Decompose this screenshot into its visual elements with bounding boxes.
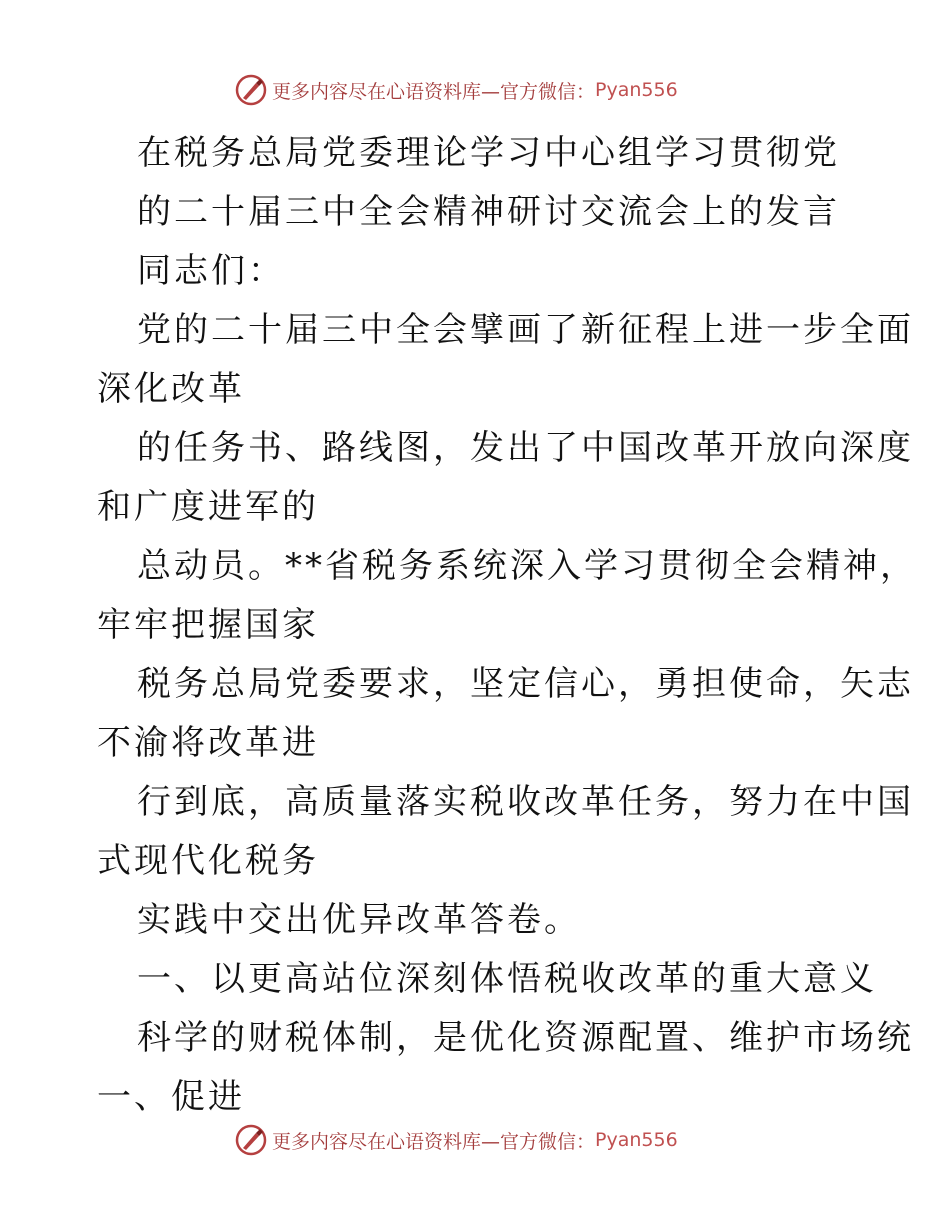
text-line: 一、促进 xyxy=(97,1077,245,1117)
text-line: 党的二十届三中全会擘画了新征程上进一步全面 xyxy=(137,310,914,350)
text-line: 实践中交出优异改革答卷。 xyxy=(137,900,581,940)
text-line: 在税务总局党委理论学习中心组学习贯彻党 xyxy=(137,133,840,173)
watermark-wechat-id: Pyan556 xyxy=(595,1129,678,1151)
watermark-text: 更多内容尽在心语资料库—官方微信： xyxy=(272,1130,596,1153)
watermark-footer xyxy=(234,1122,678,1158)
text-line: 税务总局党委要求，坚定信心，勇担使命，矢志 xyxy=(137,664,914,704)
text-line: 的任务书、路线图，发出了中国改革开放向深度 xyxy=(137,428,914,468)
text-line: 总动员。**省税务系统深入学习贯彻全会精神， xyxy=(137,546,917,586)
watermark-text: 更多内容尽在心语资料库—官方微信： xyxy=(272,80,596,103)
text-line: 牢牢把握国家 xyxy=(97,605,319,645)
text-line: 同志们： xyxy=(137,251,285,291)
pen-logo-icon xyxy=(234,73,268,107)
text-line: 和广度进军的 xyxy=(97,487,319,527)
document-body xyxy=(97,124,917,1127)
text-line: 式现代化税务 xyxy=(97,841,319,881)
text-line: 一、以更高站位深刻体悟税收改革的重大意义 xyxy=(137,959,877,999)
watermark-wechat-id: Pyan556 xyxy=(595,79,678,101)
text-line: 不渝将改革进 xyxy=(97,723,319,763)
pen-logo-icon xyxy=(234,1123,268,1157)
text-line: 行到底，高质量落实税收改革任务，努力在中国 xyxy=(137,782,914,822)
text-line: 深化改革 xyxy=(97,369,245,409)
watermark-header xyxy=(234,72,678,108)
text-line: 科学的财税体制，是优化资源配置、维护市场统 xyxy=(137,1018,914,1058)
text-line: 的二十届三中全会精神研讨交流会上的发言 xyxy=(137,192,840,232)
